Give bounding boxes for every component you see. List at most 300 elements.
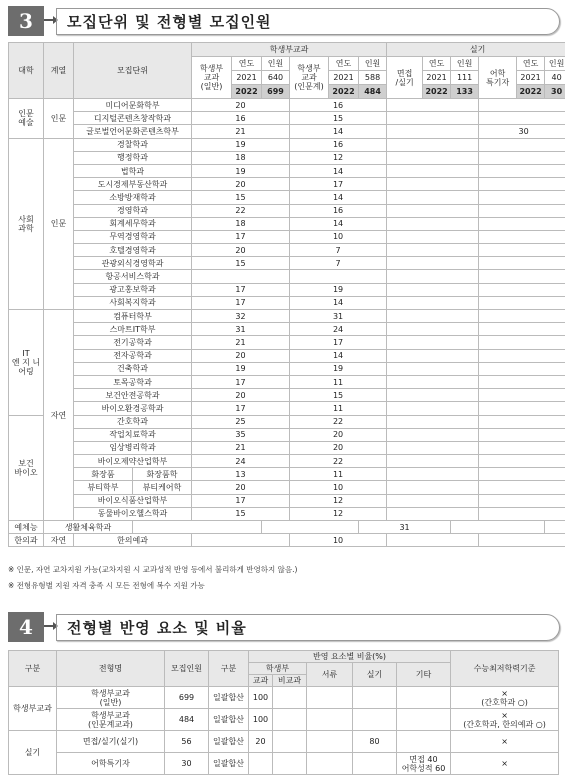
b-value: 12	[290, 507, 387, 520]
cell-gk: 20	[249, 731, 273, 753]
b-value: 14	[290, 125, 387, 138]
table-row	[9, 323, 565, 336]
table-row	[9, 428, 565, 441]
table-row	[9, 753, 559, 775]
d-value	[479, 336, 565, 349]
series-cell: 자연	[44, 310, 74, 521]
a-value: 19	[192, 138, 290, 151]
b-value: 14	[290, 164, 387, 177]
unit-sub-cell: 뷰티케어학	[133, 481, 192, 494]
b-value: 12	[290, 151, 387, 164]
table-row	[9, 270, 565, 283]
b-value: 10	[290, 481, 387, 494]
c-value	[387, 99, 479, 112]
unit-cell: 스마트IT학부	[74, 323, 192, 336]
b-value: 11	[290, 468, 387, 481]
table-row	[9, 204, 565, 217]
hs1: 학생부 교과 (일반)	[192, 57, 232, 99]
d-value	[479, 310, 565, 323]
a-value: 13	[192, 468, 290, 481]
note-1: ※ 인문, 자연 교차지원 가능(교차지원 시 교과성적 반영 등에서 불리하게 반영하지 않음.)	[8, 565, 298, 574]
col-mo: 모집인원	[165, 651, 209, 687]
a-value: 17	[192, 296, 290, 309]
year-label: 연도	[329, 57, 359, 71]
a-value: 25	[192, 415, 290, 428]
d-value	[479, 204, 565, 217]
c-value	[387, 283, 479, 296]
count-label: 인원	[545, 57, 565, 71]
d-value	[479, 323, 565, 336]
a-value: 17	[192, 402, 290, 415]
cell-m: 484	[165, 709, 209, 731]
d-value	[479, 138, 565, 151]
cell-k: 일괄합산	[209, 687, 249, 709]
d-value	[479, 151, 565, 164]
d-value	[479, 375, 565, 388]
ratio-table	[8, 650, 559, 775]
col-sg: 실기	[353, 663, 397, 687]
c-value	[387, 349, 479, 362]
b-value: 14	[290, 217, 387, 230]
a-value: 35	[192, 428, 290, 441]
unit-cell: 디지털콘텐츠창작학과	[74, 112, 192, 125]
a-value: 19	[192, 164, 290, 177]
section-3-header	[8, 6, 560, 36]
a-value: 31	[192, 323, 290, 336]
cell-sg	[353, 687, 397, 709]
b-value: 16	[290, 99, 387, 112]
table-row	[9, 125, 565, 138]
cell-n: 학생부교과 (인문계교과)	[57, 709, 165, 731]
year-2021: 2021	[232, 71, 262, 85]
year-2022: 2022	[232, 85, 262, 99]
d-2022: 30	[545, 85, 565, 99]
unit-cell: 간호학과	[74, 415, 192, 428]
a-2022: 699	[262, 85, 290, 99]
year-2021: 2021	[329, 71, 359, 85]
college-cell: IT 엔 지 니 어링	[9, 310, 44, 416]
c-2022: 133	[451, 85, 479, 99]
table-row	[9, 178, 565, 191]
unit-cell: 바이오환경공학과	[74, 402, 192, 415]
a-2021: 640	[262, 71, 290, 85]
cell-bg	[273, 709, 307, 731]
d-value	[479, 178, 565, 191]
c-value	[387, 204, 479, 217]
b-value: 20	[290, 428, 387, 441]
college-cell: 한의과	[9, 534, 44, 547]
cell-sn: ×	[451, 753, 559, 775]
group-cell: 학생부교과	[9, 687, 57, 731]
unit-cell: 생활체육학과	[44, 521, 133, 534]
table-row	[9, 362, 565, 375]
unit-cell: 광고홍보학과	[74, 283, 192, 296]
table-row	[9, 375, 565, 388]
a-value: 17	[192, 230, 290, 243]
unit-cell: 호텔경영학과	[74, 244, 192, 257]
unit-cell: 무역경영학과	[74, 230, 192, 243]
d-2021: 40	[545, 71, 565, 85]
c-value	[387, 164, 479, 177]
c-value	[387, 138, 479, 151]
c-value	[387, 230, 479, 243]
a-value: 21	[192, 441, 290, 454]
d-value	[479, 441, 565, 454]
col-hakgyo: 학생부교과	[192, 43, 387, 57]
d-value	[479, 257, 565, 270]
a-value: 17	[192, 283, 290, 296]
unit-cell: 임상병리학과	[74, 441, 192, 454]
unit-cell: 동물바이오헬스학과	[74, 507, 192, 520]
cell-k: 일괄합산	[209, 753, 249, 775]
d-value	[479, 494, 565, 507]
c-value	[387, 534, 479, 547]
c-value	[387, 270, 479, 283]
year-label: 연도	[232, 57, 262, 71]
section-number: 3	[8, 6, 44, 36]
table-row	[9, 415, 565, 428]
arrow-icon	[44, 625, 56, 627]
d-value	[479, 481, 565, 494]
d-value	[479, 164, 565, 177]
table-row	[9, 112, 565, 125]
b-value: 24	[290, 323, 387, 336]
series-cell: 인문	[44, 138, 74, 309]
a-value	[192, 270, 290, 283]
b-value: 11	[290, 402, 387, 415]
a-value: 20	[192, 244, 290, 257]
table-row	[9, 687, 559, 709]
unit-cell: 미디어문화학부	[74, 99, 192, 112]
cell-m: 30	[165, 753, 209, 775]
c-value	[387, 310, 479, 323]
cell-n: 어학특기자	[57, 753, 165, 775]
b-value: 10	[290, 534, 387, 547]
unit-cell: 한의예과	[74, 534, 192, 547]
c-value	[387, 507, 479, 520]
section-title: 모집단위 및 전형별 모집인원	[56, 8, 560, 35]
unit-sub-cell: 화장품학	[133, 468, 192, 481]
series-cell: 자연	[44, 534, 74, 547]
c-value	[387, 178, 479, 191]
c-value	[387, 402, 479, 415]
cell-sn: × (간호학과 ○)	[451, 687, 559, 709]
unit-cell: 도시경제부동산학과	[74, 178, 192, 191]
col-college: 대학	[9, 43, 44, 99]
table-row	[9, 191, 565, 204]
unit-cell: 회계세무학과	[74, 217, 192, 230]
a-value: 18	[192, 151, 290, 164]
table-row	[9, 402, 565, 415]
a-value: 20	[192, 481, 290, 494]
cell-sg	[353, 709, 397, 731]
table-row	[9, 731, 559, 753]
col-bg: 비교과	[273, 675, 307, 687]
b-value: 17	[290, 336, 387, 349]
unit-cell: 행정학과	[74, 151, 192, 164]
section-4-header	[8, 612, 560, 642]
table-row	[9, 138, 565, 151]
table-row	[9, 151, 565, 164]
ms: 면접 /실기	[387, 57, 423, 99]
b-value	[262, 521, 359, 534]
unit-cell: 관광외식경영학과	[74, 257, 192, 270]
table-row	[9, 455, 565, 468]
col-ratio: 반영 요소별 비율(%)	[249, 651, 451, 663]
cell-sr	[307, 709, 353, 731]
col-gb: 구분	[9, 651, 57, 687]
table-row	[9, 244, 565, 257]
table-row	[9, 481, 565, 494]
unit-cell: 화장품	[74, 468, 133, 481]
section-title: 전형별 반영 요소 및 비율	[56, 614, 560, 641]
b-value: 22	[290, 415, 387, 428]
col-silgi: 실기	[387, 43, 565, 57]
unit-cell: 글로벌언어문화콘텐츠학부	[74, 125, 192, 138]
b-value: 14	[290, 191, 387, 204]
d-value	[479, 415, 565, 428]
cell-sg	[353, 753, 397, 775]
a-value: 20	[192, 349, 290, 362]
a-value: 16	[192, 112, 290, 125]
series-cell: 인문	[44, 99, 74, 139]
a-value: 20	[192, 389, 290, 402]
col-sn: 수능최저학력기준	[451, 651, 559, 687]
c-value	[387, 217, 479, 230]
a-value: 22	[192, 204, 290, 217]
cell-sn: × (간호학과, 한의예과 ○)	[451, 709, 559, 731]
a-value	[133, 521, 262, 534]
table-row	[9, 389, 565, 402]
unit-cell: 법학과	[74, 164, 192, 177]
count-label: 인원	[451, 57, 479, 71]
series-cell: 예체능	[9, 521, 44, 534]
year-2022: 2022	[329, 85, 359, 99]
unit-cell: 보건안전공학과	[74, 389, 192, 402]
college-cell: 인문 예술	[9, 99, 44, 139]
c-2021: 111	[451, 71, 479, 85]
count-label: 인원	[359, 57, 387, 71]
year-2021: 2021	[423, 71, 451, 85]
cell-bg	[273, 753, 307, 775]
c-value	[387, 151, 479, 164]
c-value	[387, 112, 479, 125]
c-value	[387, 257, 479, 270]
d-value	[479, 217, 565, 230]
year-2022: 2022	[517, 85, 545, 99]
table-row	[9, 257, 565, 270]
a-value: 17	[192, 494, 290, 507]
cell-gk: 100	[249, 709, 273, 731]
c-value	[387, 375, 479, 388]
b-value: 12	[290, 494, 387, 507]
c-value	[387, 415, 479, 428]
table-row	[9, 468, 565, 481]
b-value: 31	[290, 310, 387, 323]
table-row	[9, 296, 565, 309]
unit-cell: 경찰학과	[74, 138, 192, 151]
table-row	[9, 217, 565, 230]
col-jh: 전형명	[57, 651, 165, 687]
cell-n: 학생부교과 (일반)	[57, 687, 165, 709]
d-value	[479, 349, 565, 362]
d-value	[479, 112, 565, 125]
cell-gt	[397, 731, 451, 753]
group-cell: 실기	[9, 731, 57, 775]
table-row	[9, 283, 565, 296]
cell-gt	[397, 709, 451, 731]
unit-cell: 소방방재학과	[74, 191, 192, 204]
d-value	[479, 296, 565, 309]
b-value: 20	[290, 441, 387, 454]
hs2: 학생부 교과 (인문계)	[290, 57, 329, 99]
a-value: 15	[192, 257, 290, 270]
cell-m: 699	[165, 687, 209, 709]
cell-m: 56	[165, 731, 209, 753]
a-value: 17	[192, 375, 290, 388]
d-value	[479, 99, 565, 112]
b-value: 10	[290, 230, 387, 243]
a-value	[192, 534, 290, 547]
cell-gt	[397, 687, 451, 709]
a-value: 15	[192, 191, 290, 204]
b-value: 17	[290, 178, 387, 191]
c-value	[387, 296, 479, 309]
b-value: 22	[290, 455, 387, 468]
cell-gt: 면접 40 어학성적 60	[397, 753, 451, 775]
c-value	[387, 125, 479, 138]
table-row	[9, 336, 565, 349]
c-value	[387, 494, 479, 507]
b-value: 15	[290, 112, 387, 125]
table-row	[9, 230, 565, 243]
col-gk: 교과	[249, 675, 273, 687]
b-2021: 588	[359, 71, 387, 85]
c-value	[387, 323, 479, 336]
a-value: 20	[192, 99, 290, 112]
a-value: 15	[192, 507, 290, 520]
unit-cell: 항공서비스학과	[74, 270, 192, 283]
a-value: 19	[192, 362, 290, 375]
d-value	[479, 283, 565, 296]
d-value	[479, 428, 565, 441]
c-value	[387, 428, 479, 441]
table-row	[9, 310, 565, 323]
unit-cell: 바이오제약산업학부	[74, 455, 192, 468]
cell-bg	[273, 731, 307, 753]
quota-table	[8, 42, 565, 547]
note-2: ※ 전형유형별 지원 자격 충족 시 모든 전형에 복수 지원 가능	[8, 581, 205, 590]
cell-n: 면접/실기(실기)	[57, 731, 165, 753]
d-value	[479, 507, 565, 520]
cell-gk	[249, 753, 273, 775]
count-label: 인원	[262, 57, 290, 71]
b-value: 16	[290, 204, 387, 217]
d-value: 30	[479, 125, 565, 138]
a-value: 32	[192, 310, 290, 323]
cell-k: 일괄합산	[209, 709, 249, 731]
d-value	[479, 244, 565, 257]
cell-sr	[307, 687, 353, 709]
c-value	[387, 362, 479, 375]
c-value	[387, 336, 479, 349]
d-value	[479, 534, 565, 547]
c-value: 31	[359, 521, 451, 534]
b-value: 7	[290, 244, 387, 257]
section-number: 4	[8, 612, 44, 642]
table-row	[9, 164, 565, 177]
year-label: 연도	[517, 57, 545, 71]
d-value	[451, 521, 545, 534]
a-value: 21	[192, 125, 290, 138]
col-unit: 모집단위	[74, 43, 192, 99]
c-value	[387, 441, 479, 454]
col-hs: 학생부	[249, 663, 307, 675]
b-value: 16	[290, 138, 387, 151]
b-value: 19	[290, 283, 387, 296]
table-row	[9, 349, 565, 362]
unit-cell: 경영학과	[74, 204, 192, 217]
unit-cell: 바이오식품산업학부	[74, 494, 192, 507]
cell-sg: 80	[353, 731, 397, 753]
c-value	[387, 389, 479, 402]
unit-cell: 건축학과	[74, 362, 192, 375]
a-value: 21	[192, 336, 290, 349]
table-row	[9, 534, 565, 547]
b-value: 14	[290, 296, 387, 309]
b-value: 15	[290, 389, 387, 402]
col-gb2: 구분	[209, 651, 249, 687]
arrow-icon	[44, 19, 56, 21]
unit-cell: 전자공학과	[74, 349, 192, 362]
cell-sr	[307, 753, 353, 775]
d-value	[479, 230, 565, 243]
d-value	[479, 468, 565, 481]
cell-sn: ×	[451, 731, 559, 753]
c-value	[387, 191, 479, 204]
b-value: 7	[290, 257, 387, 270]
college-cell: 보건 바이오	[9, 415, 44, 521]
unit-cell: 사회복지학과	[74, 296, 192, 309]
unit-cell: 토목공학과	[74, 375, 192, 388]
cell-k: 일괄합산	[209, 731, 249, 753]
year-label: 연도	[423, 57, 451, 71]
b-value: 11	[290, 375, 387, 388]
table-row	[9, 507, 565, 520]
cell-sr	[307, 731, 353, 753]
d-value	[479, 270, 565, 283]
unit-cell: 뷰티학부	[74, 481, 133, 494]
table-row	[9, 99, 565, 112]
b-2022: 484	[359, 85, 387, 99]
unit-cell: 전기공학과	[74, 336, 192, 349]
a-value: 24	[192, 455, 290, 468]
c-value	[387, 455, 479, 468]
b-value: 19	[290, 362, 387, 375]
unit-cell: 작업치료학과	[74, 428, 192, 441]
table-row	[9, 441, 565, 454]
b-value: 14	[290, 349, 387, 362]
col-sr: 서류	[307, 663, 353, 687]
table-row	[9, 709, 559, 731]
d-value	[479, 455, 565, 468]
year-2022: 2022	[423, 85, 451, 99]
cell-bg	[273, 687, 307, 709]
college-cell: 사회 과학	[9, 138, 44, 309]
col-gt: 기타	[397, 663, 451, 687]
unit-cell: 컴퓨터학부	[74, 310, 192, 323]
table-row	[9, 521, 565, 534]
